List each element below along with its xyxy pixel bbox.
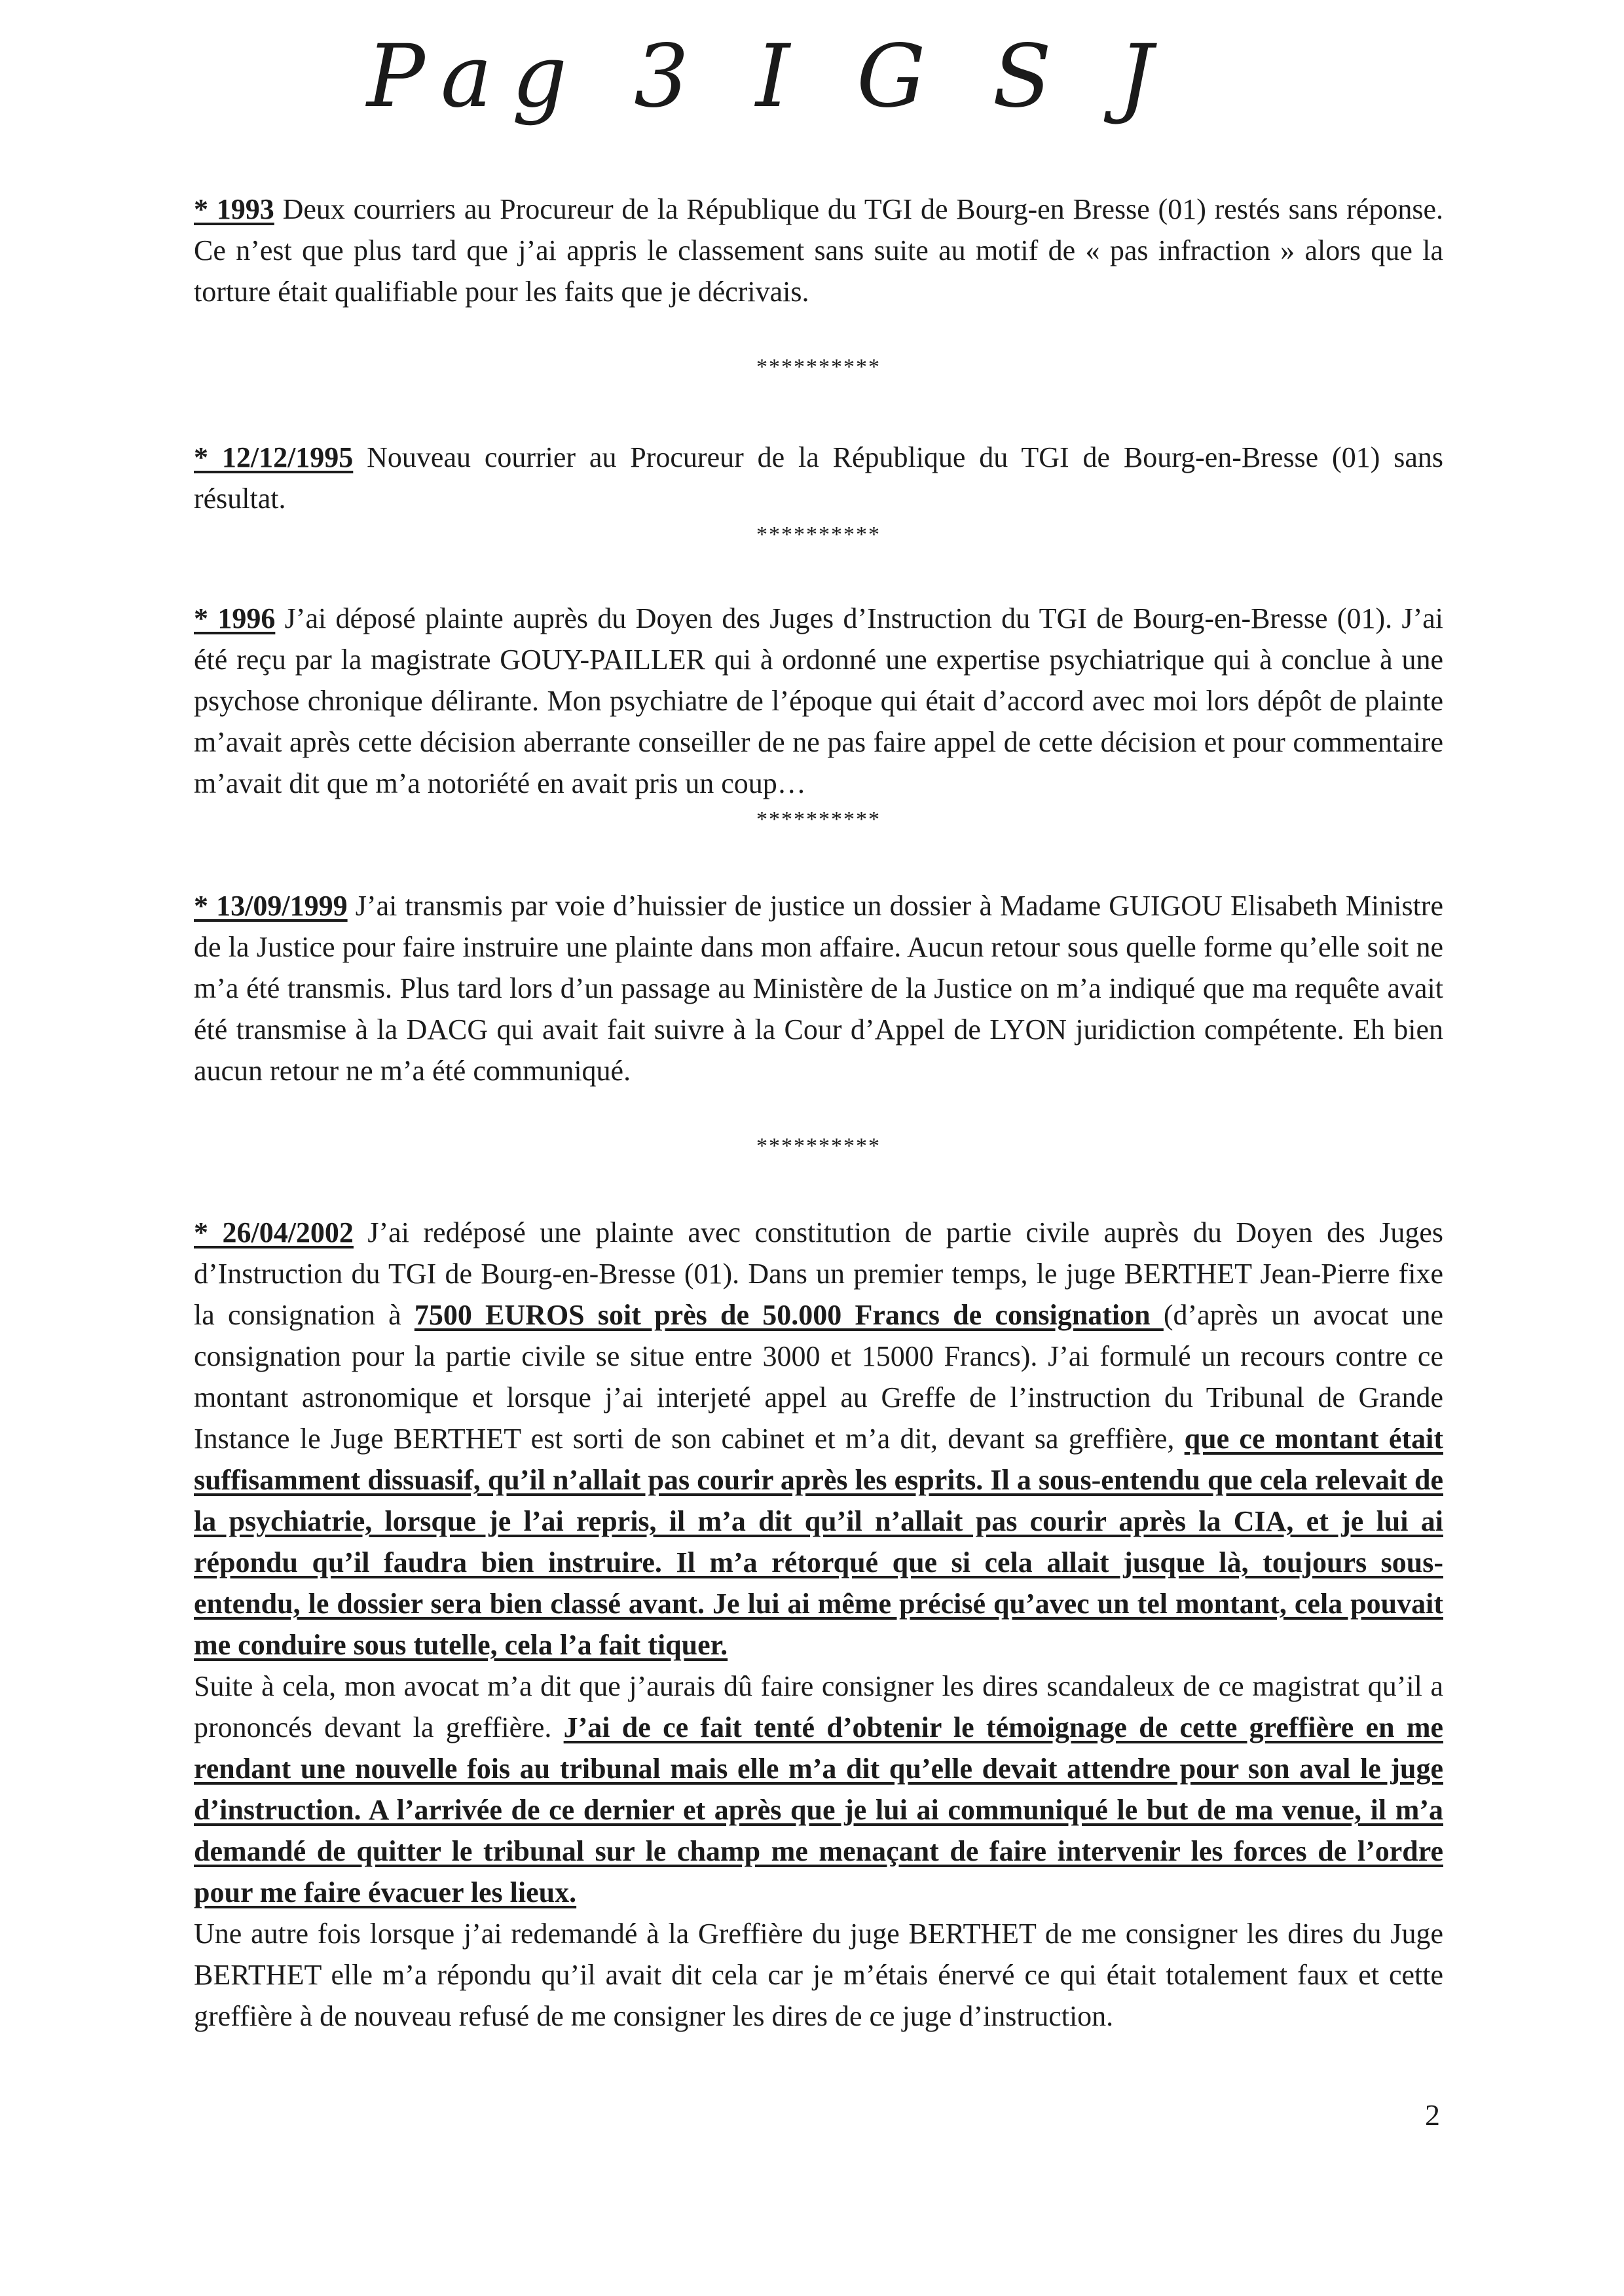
entry-text: J’ai redéposé une plainte avec constitution de partie civile auprès du Doyen des Juges d’Instruction du TGI de Bourg-en-Bresse (01). Dans un premier temps, le juge BERTHET Jean-Pierre fixe la consignation à <box>194 1216 1443 1331</box>
entry-1993 <box>194 189 1443 312</box>
separator: ********** <box>756 355 881 379</box>
entry-text: Nouveau courrier au Procureur de la République du TGI de Bourg-en-Bresse (01) sans résultat. <box>194 441 1443 515</box>
entry-date: * 26/04/2002 <box>194 1216 354 1248</box>
entry-date: * 13/09/1999 <box>194 890 348 922</box>
entry-date: * 1996 <box>194 602 276 634</box>
page-number: 2 <box>1425 2098 1440 2132</box>
entry-date: * 12/12/1995 <box>194 441 354 473</box>
entry-1996 <box>194 598 1443 804</box>
separator: ********** <box>756 807 881 831</box>
emphasized-text: que ce montant était suffisamment dissuasif, qu’il n’allait pas courir après les esprits. Il a sous-entendu que cela relevait de la psychiatrie, lorsque je l’ai repris, il m’a dit qu’il n’allait pas courir après la CIA, et je lui ai répondu qu’il faudra bien instruire. Il m’a rétorqué que si cela allait jusque là, toujours sous-entendu, le dossier sera bien classé avant. Je lui ai même précisé qu’avec un tel montant, cela pouvait me conduire sous tutelle, cela l’a fait tiquer. <box>194 1423 1443 1661</box>
entry-text: J’ai transmis par voie d’huissier de justice un dossier à Madame GUIGOU Elisabeth Ministre de la Justice pour faire instruire une plainte dans mon affaire. Aucun retour sous quelle forme qu’elle soit ne m’a été transmis. Plus tard lors d’un passage au Ministère de la Justice on m’a indiqué que ma requête avait été transmise à la DACG qui avait fait suivre à la Cour d’Appel de LYON juridiction compétente. Eh bien aucun retour ne m’a été communiqué. <box>194 890 1443 1087</box>
entry-1999 <box>194 885 1443 1091</box>
entry-2002 <box>194 1212 1443 1666</box>
emphasized-text: 7500 EUROS soit près de 50.000 Francs de consignation <box>414 1299 1164 1331</box>
entry-1995 <box>194 437 1443 519</box>
separator: ********** <box>756 522 881 547</box>
entry-2002-final <box>194 1913 1443 2037</box>
entry-text: Suite à cela, mon avocat m’a dit que j’aurais dû faire consigner les dires scandaleux de ce magistrat qu’il a prononcés devant la greffière. <box>194 1670 1443 1743</box>
entry-text: (d’après un avocat une consignation pour la partie civile se situe entre 3000 et 15000 Francs). J’ai formulé un recours contre ce montant astronomique et lorsque j’ai interjeté appel au Greffe de l’instruction du Tribunal de Grande Instance le Juge BERTHET est sorti de son cabinet et m’a dit, devant sa greffière, <box>194 1299 1443 1455</box>
entry-2002-continued <box>194 1666 1443 1913</box>
document-body <box>194 189 1443 2037</box>
handwritten-header: Pag 3 I G S J <box>367 26 1173 127</box>
entry-text: J’ai déposé plainte auprès du Doyen des Juges d’Instruction du TGI de Bourg-en-Bresse (01). J’ai été reçu par la magistrate GOUY-PAILLER qui à ordonné une expertise psychiatrique qui à conclue à une psychose chronique délirante. Mon psychiatre de l’époque qui était d’accord avec moi lors dépôt de plainte m’avait après cette décision aberrante conseiller de ne pas faire appel de cette décision et pour commentaire m’avait dit que m’a notoriété en avait pris un coup… <box>194 602 1443 799</box>
emphasized-text: J’ai de ce fait tenté d’obtenir le témoignage de cette greffière en me rendant une nouvelle fois au tribunal mais elle m’a dit qu’elle devait attendre pour son aval le juge d’instruction. A l’arrivée de ce dernier et après que je lui ai communiqué le but de ma venue, il m’a demandé de quitter le tribunal sur le champ me menaçant de faire intervenir les forces de l’ordre pour me faire évacuer les lieux. <box>194 1711 1444 1908</box>
separator: ********** <box>756 1134 881 1158</box>
entry-text: Une autre fois lorsque j’ai redemandé à la Greffière du juge BERTHET de me consigner les dires du Juge BERTHET elle m’a répondu qu’il avait dit cela car je m’étais énervé ce qui était totalement faux et cette greffière à de nouveau refusé de me consigner les dires de ce juge d’instruction. <box>194 1918 1443 2032</box>
entry-text: Deux courriers au Procureur de la République du TGI de Bourg-en Bresse (01) restés sans réponse. Ce n’est que plus tard que j’ai appris le classement sans suite au motif de « pas infraction » alors que la torture était qualifiable pour les faits que je décrivais. <box>194 193 1444 308</box>
entry-date: * 1993 <box>194 193 274 225</box>
